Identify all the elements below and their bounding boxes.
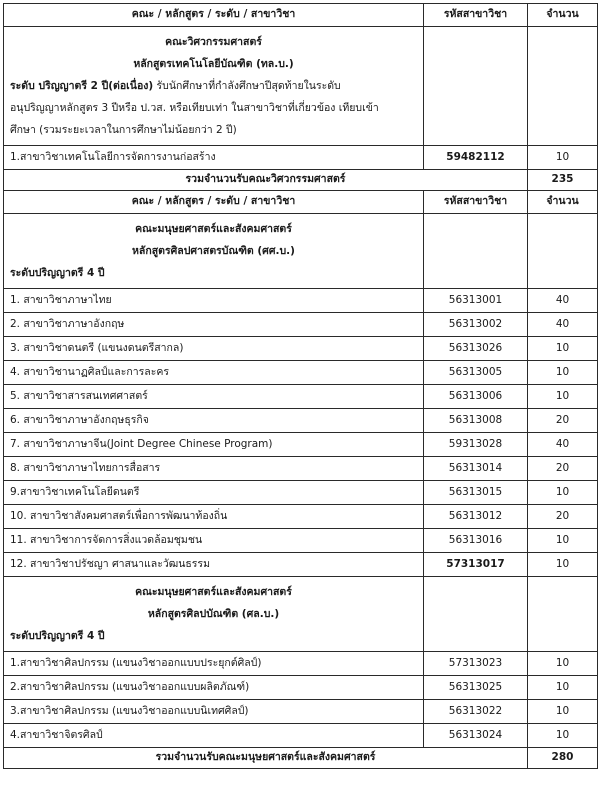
major-count: 10 (528, 337, 598, 361)
major-code: 59313028 (424, 433, 528, 457)
total-value: 235 (528, 170, 598, 191)
major-code: 56313022 (424, 700, 528, 724)
major-code: 56313006 (424, 385, 528, 409)
major-name: 12. สาขาวิชาปรัชญา ศาสนาและวัฒนธรรม (4, 553, 424, 577)
header-program: คณะ / หลักสูตร / ระดับ / สาขาวิชา (4, 4, 424, 27)
major-code: 56313026 (424, 337, 528, 361)
major-name: 11. สาขาวิชาการจัดการสิ่งแวดล้อมชุมชน (4, 529, 424, 553)
major-count: 10 (528, 676, 598, 700)
major-code: 56313002 (424, 313, 528, 337)
major-name: 8. สาขาวิชาภาษาไทยการสื่อสาร (4, 457, 424, 481)
major-count: 10 (528, 529, 598, 553)
table-row (4, 385, 598, 409)
humanities-info (4, 214, 424, 289)
major-name: 2.สาขาวิชาศิลปกรรม (แขนงวิชาออกแบบผลิตภัณฑ์) (4, 676, 424, 700)
table-row (4, 505, 598, 529)
major-count: 40 (528, 313, 598, 337)
major-name: 2. สาขาวิชาภาษาอังกฤษ (4, 313, 424, 337)
table-row (4, 289, 598, 313)
faculty-title: คณะวิศวกรรมศาสตร์ (165, 36, 262, 48)
header-code: รหัสสาขาวิชา (424, 191, 528, 214)
header-code: รหัสสาขาวิชา (424, 4, 528, 27)
major-count: 10 (528, 361, 598, 385)
table-header (4, 4, 598, 27)
major-count: 10 (528, 146, 598, 170)
total-row (4, 170, 598, 191)
major-name: 7. สาขาวิชาภาษาจีน(Joint Degree Chinese Program) (4, 433, 424, 457)
major-count: 10 (528, 652, 598, 676)
humanities-section (4, 214, 598, 289)
major-code: 57313017 (424, 553, 528, 577)
major-code: 56313001 (424, 289, 528, 313)
major-count: 40 (528, 289, 598, 313)
major-count: 10 (528, 724, 598, 748)
major-code: 56313016 (424, 529, 528, 553)
header-count: จำนวน (528, 4, 598, 27)
table-row (4, 146, 598, 170)
level-description: รับนักศึกษาที่กำลังศึกษาปีสุดท้ายในระดับ (153, 80, 341, 92)
header-count: จำนวน (528, 191, 598, 214)
major-name: 1.สาขาวิชาศิลปกรรม (แขนงวิชาออกแบบประยุกต์ศิลป์) (4, 652, 424, 676)
empty-cell (424, 214, 528, 289)
total-value: 280 (528, 748, 598, 769)
major-code: 56313025 (424, 676, 528, 700)
major-name: 1. สาขาวิชาภาษาไทย (4, 289, 424, 313)
faculty-title: คณะมนุษยศาสตร์และสังคมศาสตร์ (135, 223, 292, 235)
major-count: 20 (528, 505, 598, 529)
fine-arts-info (4, 577, 424, 652)
program-title: หลักสูตรศิลปบัณฑิต (ศล.บ.) (147, 608, 280, 620)
fine-arts-section (4, 577, 598, 652)
engineering-info (4, 27, 424, 146)
table-row (4, 457, 598, 481)
major-code: 59482112 (424, 146, 528, 170)
major-name: 9.สาขาวิชาเทคโนโลยีดนตรี (4, 481, 424, 505)
table-row (4, 361, 598, 385)
table-row (4, 529, 598, 553)
empty-cell (528, 27, 598, 146)
empty-cell (424, 27, 528, 146)
major-code: 56313012 (424, 505, 528, 529)
program-title: หลักสูตรเทคโนโลยีบัณฑิต (ทล.บ.) (133, 58, 294, 70)
table-row (4, 337, 598, 361)
table-header (4, 191, 598, 214)
level-line-3: ศึกษา (รวมระยะเวลาในการศึกษาไม่น้อยกว่า 2 ปี) (10, 124, 237, 136)
program-title: หลักสูตรศิลปศาสตรบัณฑิต (ศศ.บ.) (132, 245, 295, 257)
major-code: 56313005 (424, 361, 528, 385)
major-name: 3.สาขาวิชาศิลปกรรม (แขนงวิชาออกแบบนิเทศศิลป์) (4, 700, 424, 724)
table-row (4, 409, 598, 433)
empty-cell (424, 577, 528, 652)
major-count: 20 (528, 457, 598, 481)
major-code: 57313023 (424, 652, 528, 676)
major-count: 20 (528, 409, 598, 433)
total-row (4, 748, 598, 769)
level-label: ระดับปริญญาตรี 4 ปี (10, 630, 105, 642)
major-name: 4.สาขาวิชาจิตรศิลป์ (4, 724, 424, 748)
table-row (4, 481, 598, 505)
level-line-2: อนุปริญญาหลักสูตร 3 ปีหรือ ป.วส. หรือเทียบเท่า ในสาขาวิชาที่เกี่ยวข้อง เทียบเข้า (10, 102, 379, 114)
major-count: 40 (528, 433, 598, 457)
major-name: 5. สาขาวิชาสารสนเทศศาสตร์ (4, 385, 424, 409)
empty-cell (528, 214, 598, 289)
major-count: 10 (528, 385, 598, 409)
table-row (4, 700, 598, 724)
table-row (4, 676, 598, 700)
table-row (4, 652, 598, 676)
level-label: ระดับปริญญาตรี 4 ปี (10, 267, 105, 279)
major-code: 56313008 (424, 409, 528, 433)
major-count: 10 (528, 700, 598, 724)
major-name: 4. สาขาวิชานาฏศิลป์และการละคร (4, 361, 424, 385)
total-label: รวมจำนวนรับคณะวิศวกรรมศาสตร์ (4, 170, 528, 191)
major-code: 56313014 (424, 457, 528, 481)
empty-cell (528, 577, 598, 652)
table-row (4, 724, 598, 748)
table-row (4, 313, 598, 337)
major-name: 1.สาขาวิชาเทคโนโลยีการจัดการงานก่อสร้าง (4, 146, 424, 170)
major-code: 56313024 (424, 724, 528, 748)
level-label: ระดับ ปริญญาตรี 2 ปี(ต่อเนื่อง) (10, 80, 154, 92)
faculty-title: คณะมนุษยศาสตร์และสังคมศาสตร์ (135, 586, 292, 598)
header-program: คณะ / หลักสูตร / ระดับ / สาขาวิชา (4, 191, 424, 214)
major-name: 6. สาขาวิชาภาษาอังกฤษธุรกิจ (4, 409, 424, 433)
total-label: รวมจำนวนรับคณะมนุษยศาสตร์และสังคมศาสตร์ (4, 748, 528, 769)
major-name: 3. สาขาวิชาดนตรี (แขนงดนตรีสากล) (4, 337, 424, 361)
major-code: 56313015 (424, 481, 528, 505)
admission-table (3, 3, 598, 769)
engineering-section (4, 27, 598, 146)
table-row (4, 433, 598, 457)
major-count: 10 (528, 481, 598, 505)
major-name: 10. สาขาวิชาสังคมศาสตร์เพื่อการพัฒนาท้องถิ่น (4, 505, 424, 529)
level-line (10, 75, 417, 97)
table-row (4, 553, 598, 577)
major-count: 10 (528, 553, 598, 577)
